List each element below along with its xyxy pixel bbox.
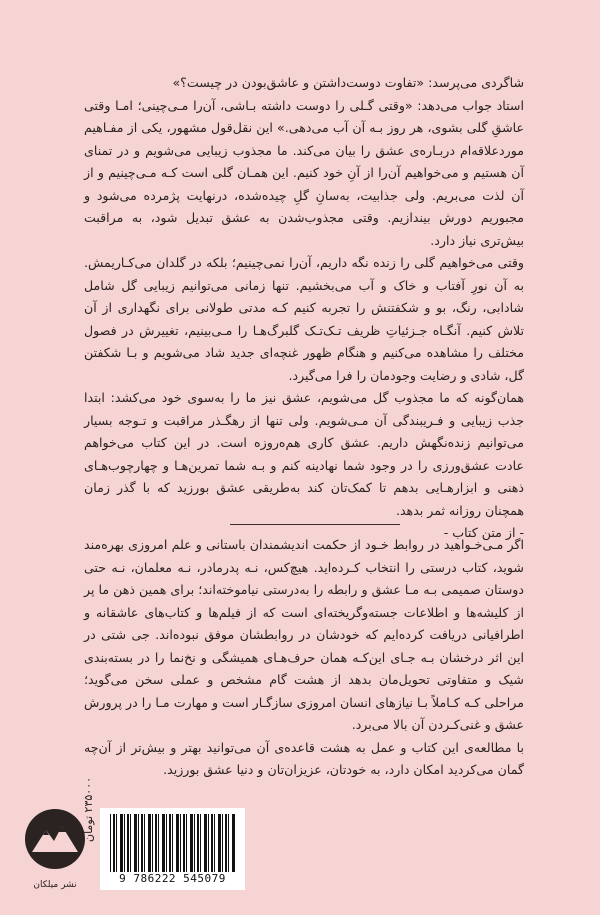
description-block	[84, 534, 524, 782]
section-divider	[230, 524, 400, 525]
barcode-bars	[110, 814, 235, 872]
excerpt-paragraph-4: همان‌گونه که ما مجذوب گل می‌شویم، عشق نیز ما را به‌سوی خود می‌کشد: ابتدا جذب زیبایی و فـریبندگی آن مـی‌شویم. ولی تنها از رهگـذر مراقبت و تـوجه بسیار می‌توانیم زنده‌نگهش داریم. عشق کاری هم‌ه‌روزه است. در این کتاب می‌خواهم عادت عشق‌ورزی را در وجود شما نهادینه کنم و بـه شما تمرین‌هـا و چهارچوب‌هـای ذهنی و ابزارهـایی بدهم تا کمک‌تان کند به‌طریقی عشق بورزید که با گذر زمان همچنان روزانه ثمر بدهد.	[84, 390, 524, 518]
excerpt-block	[84, 72, 524, 545]
isbn-barcode	[100, 808, 245, 890]
price-label: ۲۳۵۰۰۰ تومان	[82, 776, 95, 842]
excerpt-paragraph-3: وقتی می‌خواهیم گلی را زنده نگه داریم، آن‌را نمی‌چینیم؛ بلکه در گلدان می‌کـاریمش. به آن نورِ آفتاب و خاک و آب می‌بخشیم. تنها زمانی می‌توانیم زیبایی گل شامل شادابی، رنگ، بو و شکفتنش را تجربه کنیم کـه مدتی طولانی برای نگهداری از آن تلاش کنیم. آنگـاه جـزئیاتِ ظریف تـک‌تـک گلبرگ‌هـا را مـی‌بینیم، تغییرش در فصول مختلف را مشاهده می‌کنیم و هنگام ظهور غنچه‌ای جدید شاد می‌شویم و بـا شکفتن گل، شادی و رضایت وجودمان را فرا می‌گیرد.	[84, 255, 524, 383]
description-paragraph-2: با مطالعه‌ی این کتاب و عمل به هشت قاعده‌ی آن می‌توانید بهتر و بیش‌تر از آن‌چه گمان می‌کردید امکان دارد، به خودتان، عزیزان‌تان و دنیا عشق بورزید.	[84, 739, 524, 777]
excerpt-paragraph-1: شاگردی می‌پرسد: «تفاوت دوست‌داشتن و عاشق‌بودن در چیست؟»	[172, 75, 524, 90]
excerpt-paragraph-2: استاد جواب می‌دهد: «وقتی گـلی را دوست داشته بـاشی، آن‌را مـی‌چینی؛ امـا وقتی عاشقِ گلی بشوی، هر روز بـه آن آب می‌دهی.» این نقل‌قول مشهور، یکی از مفـاهیم موردعلاقه‌ام دربـاره‌ی عشق را بیان می‌کند. ما مجذوب زیبایی می‌شویم و در تمنای آن هستیم و می‌خواهیم آن‌را از آنِ خود کنیم. این همـان گلی است کـه مـی‌چینیم و از آن لذت می‌بریم. ولی جذابیت، به‌سانِ گلِ چیده‌شده، درنهایت پژمرده می‌شود و مجبوریم دورش بیندازیم. وقتی مجذوب‌شدن به عشق تبدیل شود، به مراقبت بیش‌تری نیاز دارد.	[84, 97, 524, 248]
excerpt-source: - از متن کتاب -	[443, 525, 524, 540]
mountains-icon	[24, 808, 86, 870]
barcode-digits: 9 786222 545079	[119, 872, 226, 885]
description-paragraph-1: اگر مـی‌خـواهید در روابط خـود از حکمت اندیشمندان باستانی و علم امروزی بهره‌مند شوید، کتاب درستی را انتخاب کـرده‌اید. هیچ‌کس، نـه پدرمادر، نـه معلمان، نـه حتی دوستان صمیمی بـه مـا عشق و رابطه را به‌درستی نیاموخته‌اند؛ برای همین ذهن ما پر از کلیشه‌ها و اطلاعات جسته‌وگریخته‌ای است که از فیلم‌ها و کتاب‌های عاشقانه و اطرافیانی دریافت کرده‌ایم که خودشان در روابطشان موفق نبوده‌اند. جی شتی در این اثر درخشان بـه جـای این‌کـه همان حرف‌هـای همیشگی و نخ‌نما را در بسته‌بندی شیک و متفاوتی تحویل‌مان بدهد از هشت گام مشخص و عملی سخن می‌گوید؛ مراحلی کـه کـاملاً بـا نیازهای انسان امروزی سازگـار است و مهارت مـا را در پرورش عشق و غنی‌کـردن آن بالا می‌برد.	[84, 537, 524, 732]
publisher-name: نشر میلکان	[33, 880, 77, 890]
